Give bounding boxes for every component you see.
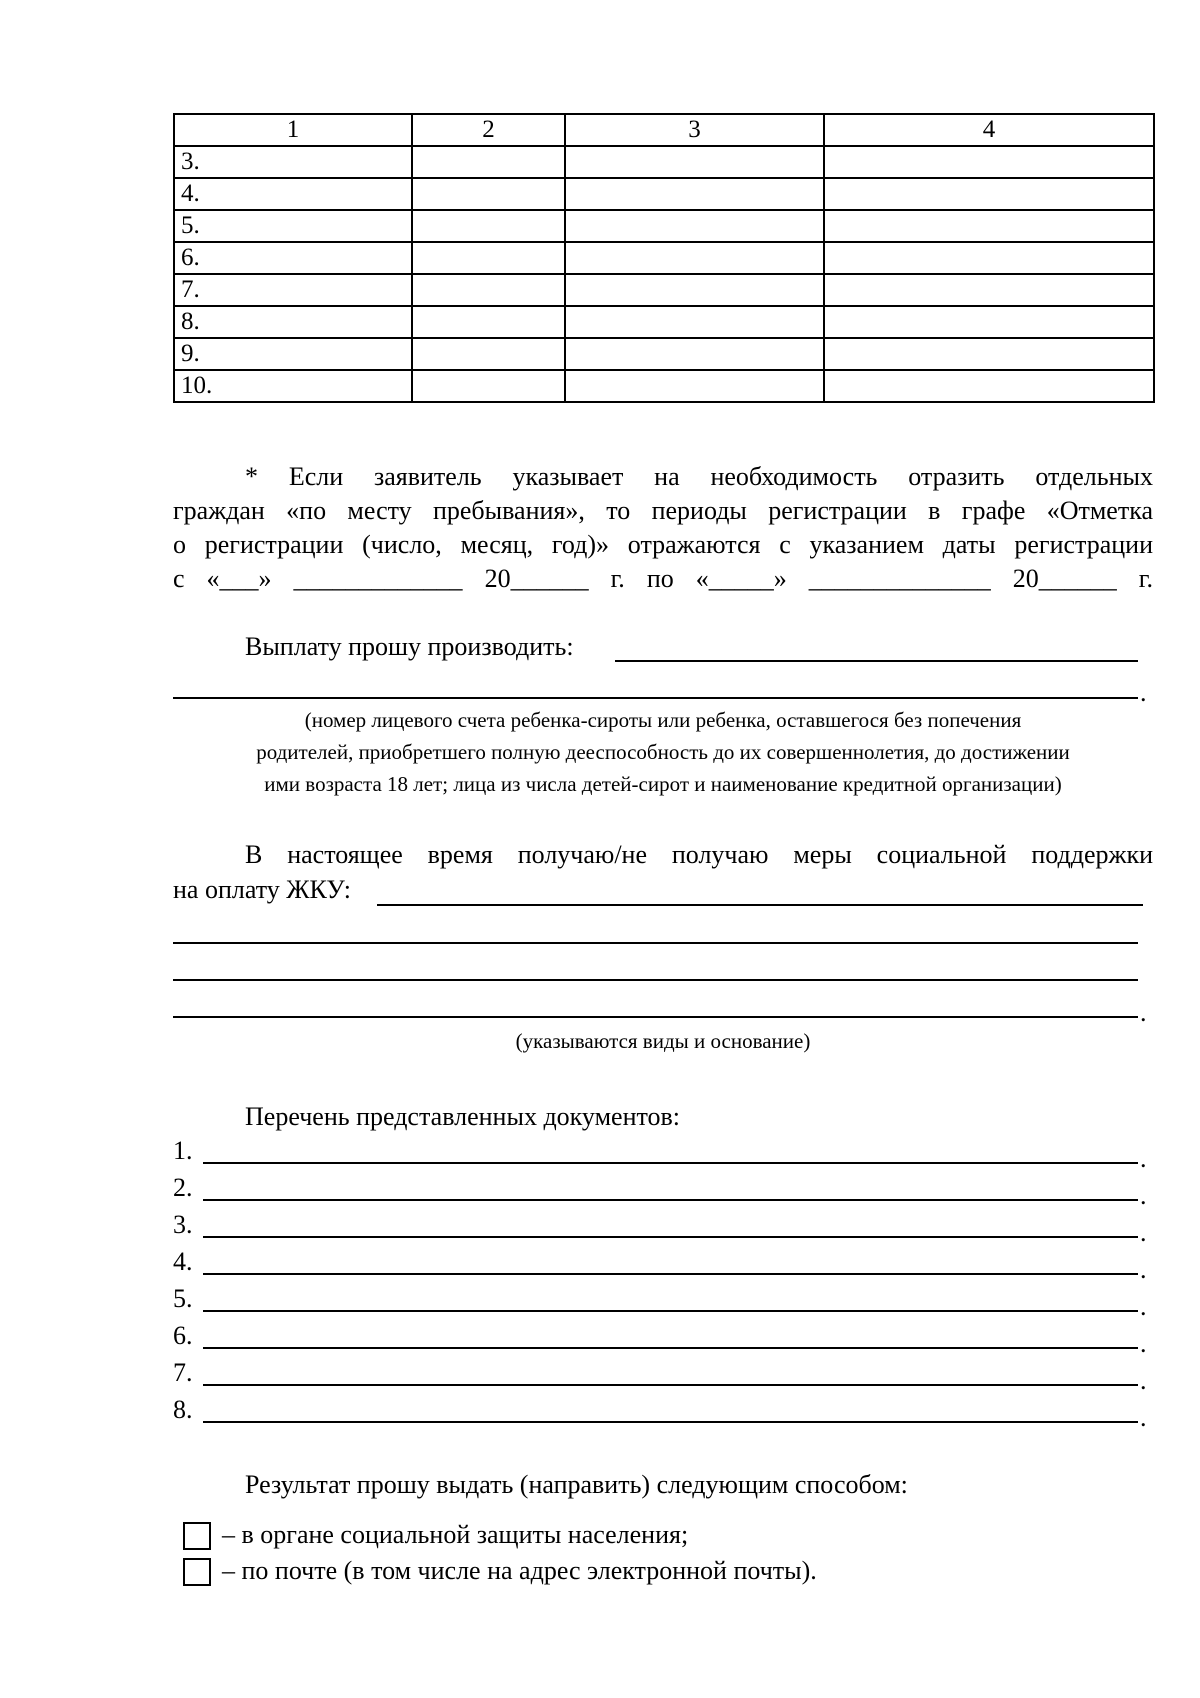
- table-row: [174, 210, 1154, 242]
- table-cell[interactable]: [824, 178, 1154, 210]
- table-row: [174, 306, 1154, 338]
- option-label-social-office: – в органе социальной защиты населения;: [222, 1520, 689, 1549]
- period: .: [1140, 1403, 1147, 1432]
- document-field[interactable]: [203, 1310, 1138, 1312]
- document-field[interactable]: [203, 1421, 1138, 1423]
- document-number: 2.: [173, 1173, 193, 1202]
- support-field-line[interactable]: [173, 942, 1138, 944]
- table-cell[interactable]: [824, 338, 1154, 370]
- footnote: [173, 460, 1153, 596]
- document-field[interactable]: [203, 1347, 1138, 1349]
- table-cell[interactable]: [412, 274, 565, 306]
- table-cell[interactable]: [824, 306, 1154, 338]
- registration-table: [173, 113, 1155, 403]
- document-number: 3.: [173, 1210, 193, 1239]
- table-header-cell: 1: [174, 114, 412, 146]
- row-number: 7.: [174, 274, 412, 306]
- document-field[interactable]: [203, 1199, 1138, 1201]
- table-cell[interactable]: [824, 274, 1154, 306]
- period: .: [1140, 678, 1147, 707]
- footnote-line: о регистрации (число, месяц, год)» отражаются с указанием даты регистрации: [173, 530, 1153, 559]
- table-cell[interactable]: [824, 370, 1154, 402]
- table-cell[interactable]: [565, 338, 824, 370]
- row-number: 3.: [174, 146, 412, 178]
- footnote-line: граждан «по месту пребывания», то периоды регистрации в графе «Отметка: [173, 496, 1153, 525]
- table-cell[interactable]: [565, 306, 824, 338]
- table-row: [174, 338, 1154, 370]
- table-cell[interactable]: [412, 210, 565, 242]
- table-cell[interactable]: [824, 242, 1154, 274]
- row-number: 5.: [174, 210, 412, 242]
- table-cell[interactable]: [565, 242, 824, 274]
- row-number: 6.: [174, 242, 412, 274]
- option-checkbox-social-office[interactable]: [183, 1522, 211, 1550]
- table-cell[interactable]: [565, 370, 824, 402]
- table-cell[interactable]: [565, 178, 824, 210]
- support-field[interactable]: [377, 904, 1143, 906]
- period: .: [1140, 1292, 1147, 1321]
- support-text: В настоящее время получаю/не получаю меры социальной поддержки: [245, 840, 1153, 869]
- support-field-line[interactable]: [173, 979, 1138, 981]
- caption-line: (номер лицевого счета ребенка-сироты или ребенка, оставшегося без попечения: [304, 708, 1022, 732]
- table-cell[interactable]: [412, 306, 565, 338]
- support-caption: (указываются виды и основание): [515, 1029, 811, 1053]
- table-header-row: [174, 114, 1154, 146]
- payment-label: Выплату прошу производить:: [245, 632, 574, 661]
- table-cell[interactable]: [565, 274, 824, 306]
- footnote-date-range: с «___» _____________ 20______ г. по «_____» ______________ 20______ г.: [173, 564, 1153, 593]
- table-cell[interactable]: [824, 210, 1154, 242]
- period: .: [1140, 1144, 1147, 1173]
- document-number: 6.: [173, 1321, 193, 1350]
- document-number: 8.: [173, 1395, 193, 1424]
- document-number: 4.: [173, 1247, 193, 1276]
- table-cell[interactable]: [412, 146, 565, 178]
- table-row: [174, 146, 1154, 178]
- support-field-line[interactable]: [173, 1016, 1138, 1018]
- row-number: 9.: [174, 338, 412, 370]
- option-checkbox-post[interactable]: [183, 1558, 211, 1586]
- period: .: [1140, 998, 1147, 1027]
- option-label-post: – по почте (в том числе на адрес электронной почты).: [222, 1556, 817, 1585]
- table-row: [174, 242, 1154, 274]
- document-number: 7.: [173, 1358, 193, 1387]
- support-text-line-2: на оплату ЖКУ:: [173, 875, 351, 904]
- payment-field[interactable]: [615, 660, 1138, 662]
- row-number: 8.: [174, 306, 412, 338]
- period: .: [1140, 1329, 1147, 1358]
- result-title: Результат прошу выдать (направить) следующим способом:: [245, 1470, 908, 1499]
- caption-line: родителей, приобретшего полную дееспособность до их совершеннолетия, до достижении: [256, 740, 1070, 764]
- document-field[interactable]: [203, 1236, 1138, 1238]
- period: .: [1140, 1255, 1147, 1284]
- document-number: 5.: [173, 1284, 193, 1313]
- payment-caption: [173, 704, 1153, 800]
- footnote-line: * Если заявитель указывает на необходимость отразить отдельных: [245, 462, 1153, 491]
- document-field[interactable]: [203, 1162, 1138, 1164]
- payment-field-line-2[interactable]: [173, 697, 1138, 699]
- document-field[interactable]: [203, 1384, 1138, 1386]
- table-row: [174, 178, 1154, 210]
- documents-title: Перечень представленных документов:: [245, 1102, 681, 1131]
- table-row: [174, 274, 1154, 306]
- document-number: 1.: [173, 1136, 193, 1165]
- table-cell[interactable]: [412, 178, 565, 210]
- row-number: 10.: [174, 370, 412, 402]
- period: .: [1140, 1181, 1147, 1210]
- table-cell[interactable]: [412, 370, 565, 402]
- table-header-cell: 3: [565, 114, 824, 146]
- table-header-cell: 2: [412, 114, 565, 146]
- row-number: 4.: [174, 178, 412, 210]
- table-cell[interactable]: [824, 146, 1154, 178]
- table-cell[interactable]: [412, 338, 565, 370]
- caption-line: ими возраста 18 лет; лица из числа детей-сирот и наименование кредитной организации): [264, 772, 1062, 796]
- table-header-cell: 4: [824, 114, 1154, 146]
- period: .: [1140, 1218, 1147, 1247]
- table-row: [174, 370, 1154, 402]
- document-field[interactable]: [203, 1273, 1138, 1275]
- period: .: [1140, 1366, 1147, 1395]
- table-cell[interactable]: [412, 242, 565, 274]
- table-cell[interactable]: [565, 210, 824, 242]
- table-cell[interactable]: [565, 146, 824, 178]
